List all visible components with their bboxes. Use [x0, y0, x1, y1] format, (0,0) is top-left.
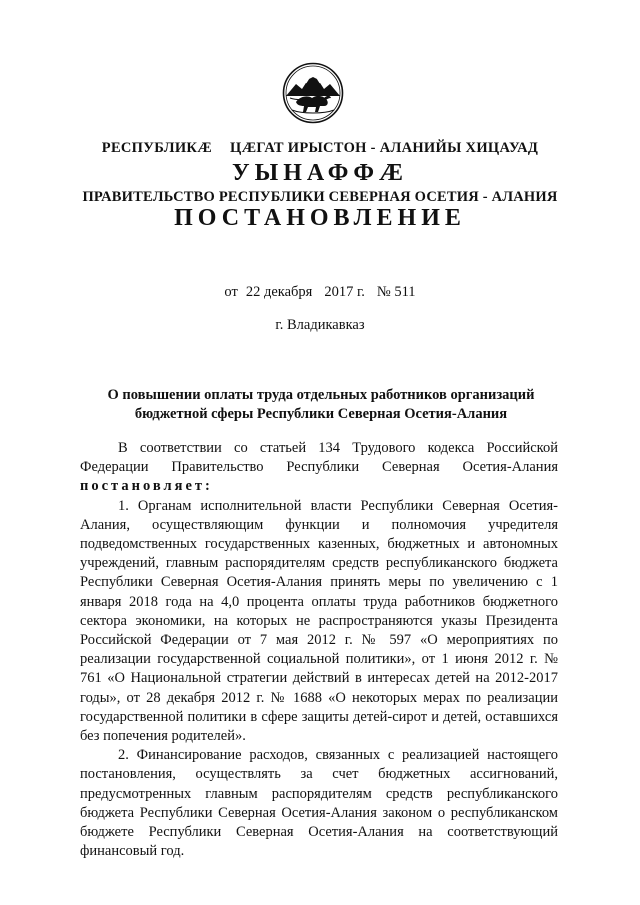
header-line1-part2: ЦӔГАТ ИРЫСТОН - АЛАНИЙЫ ХИЦАУАД	[230, 140, 539, 156]
document-date-line	[0, 284, 640, 301]
title-line-1: О повышении оплаты труда отдельных работников организаций	[107, 387, 535, 403]
document-year: 2017 г.	[324, 284, 365, 300]
header-republic-line-ossetian	[0, 140, 640, 157]
document-date: 22 декабря	[245, 284, 313, 300]
coat-of-arms-emblem-icon	[282, 62, 344, 124]
header-line1-part1: РЕСПУБЛИКӔ	[101, 140, 213, 156]
preamble-paragraph	[80, 439, 558, 497]
document-body	[80, 439, 558, 861]
preamble-keyword: постановляет:	[80, 478, 213, 495]
paragraph-2: 2. Финансирование расходов, связанных с реализацией настоящего постановления, осуществлять за счет бюджетных ассигнований, предусмотренных главным распорядителям средств республиканского бюджета Республики Северная Осетия-Алания законом о республиканском бюджете Республики Северная Осетия-Алания на соответствующий финансовый год.	[80, 747, 558, 860]
header-government-russian: ПРАВИТЕЛЬСТВО РЕСПУБЛИКИ СЕВЕРНАЯ ОСЕТИЯ - АЛАНИЯ	[82, 189, 558, 205]
document-title	[86, 386, 556, 424]
title-line-2: бюджетной сферы Республики Северная Осетия-Алания	[134, 406, 508, 422]
header-decree-russian: ПОСТАНОВЛЕНИЕ	[174, 205, 466, 231]
header-decree-ossetian: УЫНАФФӔ	[232, 160, 408, 186]
document-city: г. Владикавказ	[275, 317, 365, 333]
paragraph-1: 1. Органам исполнительной власти Республики Северная Осетия-Алания, осуществляющим функции и полномочия учредителя подведомственных государственных казенных, бюджетных и автономных учреждений, главным распорядителям средств республиканского бюджета Республики Северная Осетия-Алания принять меры по увеличению с 1 января 2018 года на 4,0 процента оплаты труда работников бюджетного сектора экономики, на которых не распространяются указы Президента Российской Федерации от 7 мая 2012 г. № 597 «О мероприятиях по реализации государственной социальной политики», от 1 июня 2012 г. № 761 «О Национальной стратегии действий в интересах детей на 2012-2017 годы», от 28 декабря 2012 г. № 1688 «О некоторых мерах по реализации государственной политики в сфере защиты детей-сирот и детей, оставшихся без попечения родителей».	[80, 497, 558, 745]
date-prefix: от	[224, 284, 238, 300]
preamble-text: В соответствии со статьей 134 Трудового кодекса Российской Федерации Правительство Республики Северная Осетия-Алания	[80, 440, 558, 476]
document-number: № 511	[376, 284, 416, 300]
